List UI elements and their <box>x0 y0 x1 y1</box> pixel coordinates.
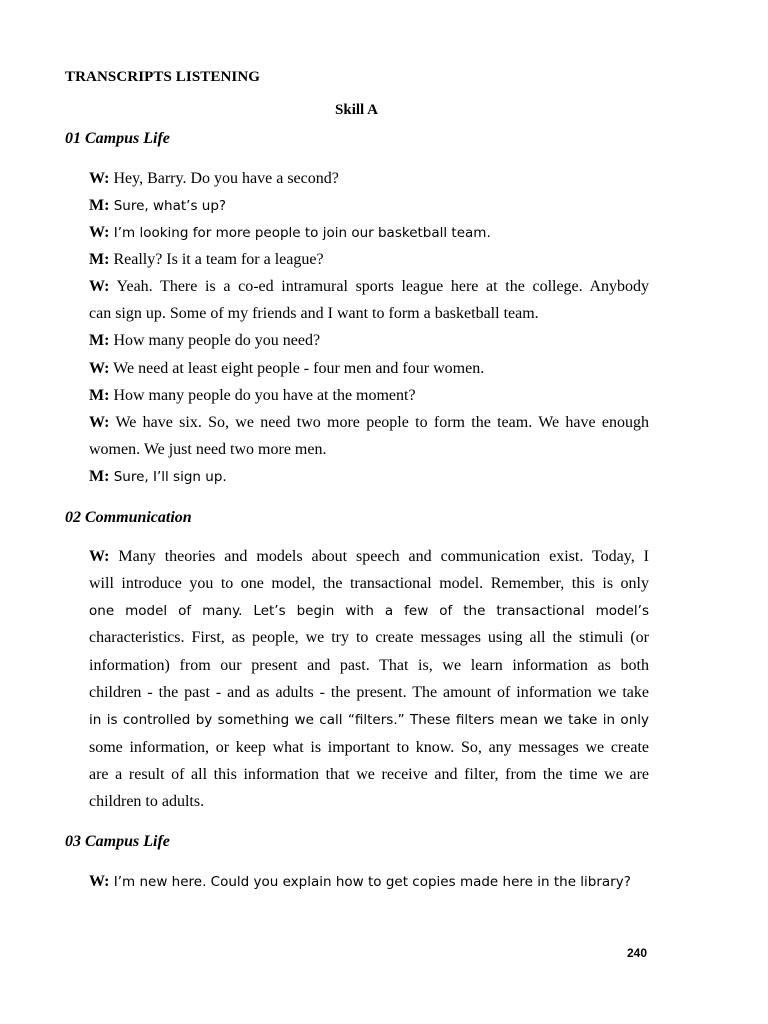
speaker-label: W: <box>89 873 110 890</box>
speaker-label: W: <box>89 548 110 565</box>
line-text: Sure, I’ll sign up. <box>109 469 227 485</box>
line-text: women. We just need two more men. <box>89 441 327 458</box>
speaker-label: W: <box>89 360 110 377</box>
transcript-line <box>89 304 649 324</box>
transcript-line <box>89 413 649 433</box>
speaker-label: M: <box>89 387 110 404</box>
transcript-line <box>89 872 649 892</box>
transcript-line <box>89 683 649 703</box>
transcript-line <box>89 196 649 216</box>
line-text: can sign up. Some of my friends and I want to form a basketball team. <box>89 305 539 322</box>
line-text: will introduce you to one model, the transactional model. Remember, this is only <box>89 575 649 592</box>
section-heading-03: 03 Campus Life <box>65 833 170 850</box>
line-text: in is controlled by something we call “filters.” These filters mean we take in only <box>89 712 649 728</box>
transcript-line <box>89 601 649 621</box>
line-text: children - the past - and as adults - the present. The amount of information we take <box>89 684 649 701</box>
speaker-label: W: <box>89 414 110 431</box>
line-text: one model of many. Let’s begin with a few of the transactional model’s <box>89 603 649 619</box>
line-text: Sure, what’s up? <box>109 198 227 214</box>
line-text: We need at least eight people - four men and four women. <box>109 360 485 377</box>
line-text: I’m new here. Could you explain how to get copies made here in the library? <box>109 874 631 890</box>
transcript-line <box>89 792 649 812</box>
line-text: Really? Is it a team for a league? <box>109 251 324 268</box>
section-heading-01: 01 Campus Life <box>65 130 170 147</box>
speaker-label: M: <box>89 468 110 485</box>
transcript-line <box>89 628 649 648</box>
line-text: How many people do you need? <box>109 332 321 349</box>
transcript-line <box>89 738 649 758</box>
line-text: Hey, Barry. Do you have a second? <box>109 170 339 187</box>
line-text: are a result of all this information that we receive and filter, from the time we are <box>89 766 649 783</box>
page-number: 240 <box>627 946 648 960</box>
transcript-line <box>89 656 649 676</box>
transcript-line <box>89 331 649 351</box>
line-text: Many theories and models about speech and communication exist. Today, I <box>109 548 649 565</box>
transcript-line <box>89 223 649 243</box>
skill-heading: Skill A <box>335 102 378 118</box>
transcript-line <box>89 765 649 785</box>
line-text: children to adults. <box>89 793 205 810</box>
document-title: TRANSCRIPTS LISTENING <box>65 69 261 85</box>
speaker-label: W: <box>89 278 110 295</box>
speaker-label: M: <box>89 332 110 349</box>
transcript-line <box>89 574 649 594</box>
speaker-label: M: <box>89 197 110 214</box>
line-text: I’m looking for more people to join our basketball team. <box>109 225 491 241</box>
speaker-label: W: <box>89 224 110 241</box>
transcript-line <box>89 250 649 270</box>
speaker-label: W: <box>89 170 110 187</box>
line-text: information) from our present and past. That is, we learn information as both <box>89 657 649 674</box>
transcript-line <box>89 169 649 189</box>
line-text: We have six. So, we need two more people to form the team. We have enough <box>109 414 649 431</box>
transcript-line <box>89 710 649 730</box>
transcript-line <box>89 467 649 487</box>
transcript-line <box>89 359 649 379</box>
line-text: some information, or keep what is important to know. So, any messages we create <box>89 739 649 756</box>
transcript-line <box>89 277 649 297</box>
line-text: Yeah. There is a co-ed intramural sports league here at the college. Anybody <box>109 278 649 295</box>
speaker-label: M: <box>89 251 110 268</box>
section-heading-02: 02 Communication <box>65 509 192 526</box>
transcript-line <box>89 386 649 406</box>
transcript-line <box>89 440 649 460</box>
transcript-line <box>89 547 649 567</box>
line-text: characteristics. First, as people, we try to create messages using all the stimuli (or <box>89 629 649 646</box>
line-text: How many people do you have at the moment? <box>109 387 416 404</box>
